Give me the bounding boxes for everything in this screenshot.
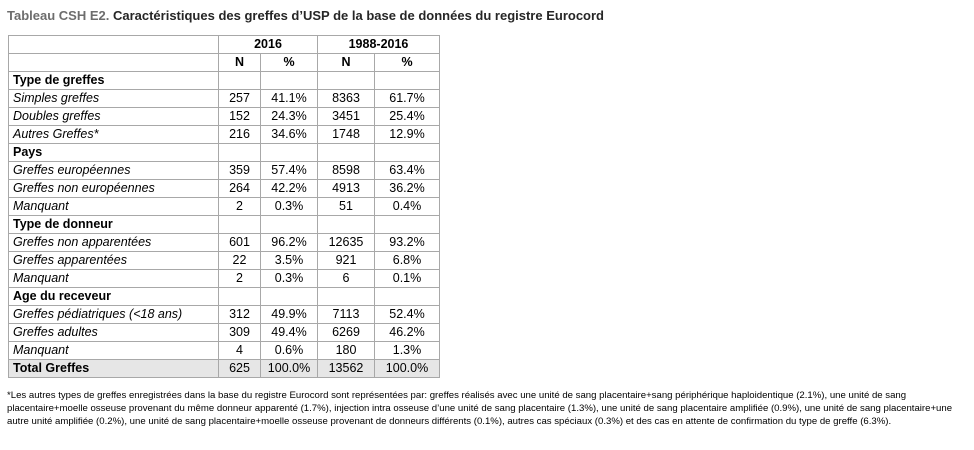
row-label: Autres Greffes* [9, 126, 219, 144]
table-row [9, 198, 440, 216]
row-value: 180 [318, 342, 375, 360]
row-value: 2 [219, 198, 261, 216]
row-value: 0.4% [375, 198, 440, 216]
table-row [9, 108, 440, 126]
section-row [9, 288, 440, 306]
section-empty-cell [261, 72, 318, 90]
section-empty-cell [261, 216, 318, 234]
row-value: 2 [219, 270, 261, 288]
table-title-text: Caractéristiques des greffes d’USP de la base de données du registre Eurocord [109, 8, 604, 23]
header-period-1988-2016: 1988-2016 [318, 36, 440, 54]
row-value: 601 [219, 234, 261, 252]
row-value: 312 [219, 306, 261, 324]
section-empty-cell [318, 216, 375, 234]
section-empty-cell [375, 288, 440, 306]
row-label: Manquant [9, 198, 219, 216]
table-body [9, 36, 440, 378]
row-value: 22 [219, 252, 261, 270]
section-title: Age du receveur [9, 288, 219, 306]
table-row [9, 90, 440, 108]
table-row [9, 252, 440, 270]
row-value: 4913 [318, 180, 375, 198]
row-value: 61.7% [375, 90, 440, 108]
row-value: 257 [219, 90, 261, 108]
header-pct-2016: % [261, 54, 318, 72]
row-label: Simples greffes [9, 90, 219, 108]
row-value: 36.2% [375, 180, 440, 198]
row-label: Greffes non apparentées [9, 234, 219, 252]
row-value: 216 [219, 126, 261, 144]
header-n-total: N [318, 54, 375, 72]
row-value: 8363 [318, 90, 375, 108]
row-value: 57.4% [261, 162, 318, 180]
row-value: 24.3% [261, 108, 318, 126]
row-value: 34.6% [261, 126, 318, 144]
row-label: Greffes pédiatriques (<18 ans) [9, 306, 219, 324]
table-row [9, 324, 440, 342]
header-row-subheaders [9, 54, 440, 72]
row-value: 1.3% [375, 342, 440, 360]
row-value: 8598 [318, 162, 375, 180]
table-row [9, 234, 440, 252]
row-value: 921 [318, 252, 375, 270]
table-row [9, 180, 440, 198]
section-empty-cell [219, 288, 261, 306]
section-empty-cell [219, 144, 261, 162]
row-value: 7113 [318, 306, 375, 324]
table-row [9, 306, 440, 324]
row-value: 63.4% [375, 162, 440, 180]
section-title: Type de greffes [9, 72, 219, 90]
row-value: 46.2% [375, 324, 440, 342]
row-value: 152 [219, 108, 261, 126]
row-value: 52.4% [375, 306, 440, 324]
row-value: 1748 [318, 126, 375, 144]
total-value: 100.0% [375, 360, 440, 378]
row-value: 0.3% [261, 270, 318, 288]
table-title-label: Tableau CSH E2. [7, 8, 110, 23]
row-value: 3.5% [261, 252, 318, 270]
row-value: 0.6% [261, 342, 318, 360]
row-label: Greffes apparentées [9, 252, 219, 270]
section-empty-cell [261, 288, 318, 306]
row-label: Manquant [9, 270, 219, 288]
section-empty-cell [219, 72, 261, 90]
row-label: Greffes non européennes [9, 180, 219, 198]
total-value: 13562 [318, 360, 375, 378]
row-value: 309 [219, 324, 261, 342]
header-n-2016: N [219, 54, 261, 72]
row-value: 4 [219, 342, 261, 360]
row-value: 49.9% [261, 306, 318, 324]
row-label: Greffes européennes [9, 162, 219, 180]
row-label: Doubles greffes [9, 108, 219, 126]
section-empty-cell [261, 144, 318, 162]
row-value: 96.2% [261, 234, 318, 252]
grafts-table [8, 35, 440, 378]
table-row [9, 342, 440, 360]
section-title: Type de donneur [9, 216, 219, 234]
row-label: Manquant [9, 342, 219, 360]
row-value: 93.2% [375, 234, 440, 252]
header-corner [9, 36, 219, 54]
total-value: 625 [219, 360, 261, 378]
total-value: 100.0% [261, 360, 318, 378]
row-value: 264 [219, 180, 261, 198]
row-value: 49.4% [261, 324, 318, 342]
section-row [9, 144, 440, 162]
section-row [9, 216, 440, 234]
row-value: 359 [219, 162, 261, 180]
section-row [9, 72, 440, 90]
header-row-periods [9, 36, 440, 54]
row-value: 12.9% [375, 126, 440, 144]
footnote: *Les autres types de greffes enregistrées dans la base du registre Eurocord sont représentées par: greffes réalisés avec une unité de sang placentaire+sang périphérique haploidentique (2.1%), une unité de sang placentaire+moelle osseuse provenant du même donneur apparenté (1.7%), injection intra osseuse d’une unité de sang placentaire (1.3%), une unité de sang placentaire amplifiée (0.9%), une unité de sang placentaire+une autre unité amplifiée (0.2%), une unité de sang placentaire+moelle osseuse provenant de donneurs différents (0.1%), autres cas spéciaux (0.3%) et des cas en attente de confirmation du type de greffe (6.3%). [7, 390, 953, 427]
section-empty-cell [318, 288, 375, 306]
section-empty-cell [318, 72, 375, 90]
table-row [9, 126, 440, 144]
section-empty-cell [375, 144, 440, 162]
header-corner-lower [9, 54, 219, 72]
section-empty-cell [219, 216, 261, 234]
row-value: 6 [318, 270, 375, 288]
total-row [9, 360, 440, 378]
section-title: Pays [9, 144, 219, 162]
row-label: Greffes adultes [9, 324, 219, 342]
row-value: 12635 [318, 234, 375, 252]
table-title [7, 8, 604, 23]
row-value: 25.4% [375, 108, 440, 126]
header-pct-total: % [375, 54, 440, 72]
row-value: 41.1% [261, 90, 318, 108]
table-row [9, 162, 440, 180]
row-value: 6269 [318, 324, 375, 342]
row-value: 51 [318, 198, 375, 216]
header-period-2016: 2016 [219, 36, 318, 54]
row-value: 0.1% [375, 270, 440, 288]
total-label: Total Greffes [9, 360, 219, 378]
section-empty-cell [375, 216, 440, 234]
row-value: 3451 [318, 108, 375, 126]
section-empty-cell [375, 72, 440, 90]
row-value: 0.3% [261, 198, 318, 216]
row-value: 42.2% [261, 180, 318, 198]
row-value: 6.8% [375, 252, 440, 270]
section-empty-cell [318, 144, 375, 162]
table-row [9, 270, 440, 288]
